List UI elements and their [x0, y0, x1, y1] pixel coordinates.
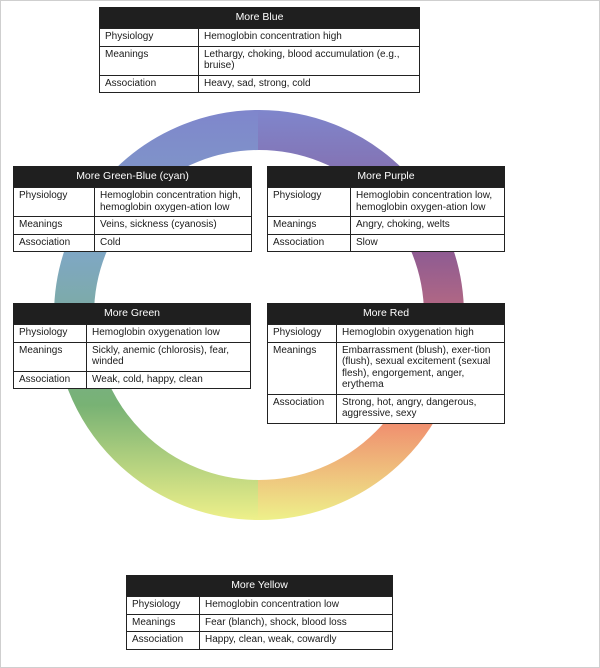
row-value: Strong, hot, angry, dangerous, aggressive, sexy: [337, 394, 505, 423]
table-row: [14, 325, 251, 343]
row-label: Association: [127, 632, 200, 650]
row-label: Physiology: [100, 29, 199, 47]
row-value: Slow: [351, 234, 505, 252]
row-label: Association: [14, 234, 95, 252]
row-value: Hemoglobin oxygenation low: [87, 325, 251, 343]
panel-more-blue: [99, 7, 420, 93]
panel-title: More Red: [267, 303, 505, 324]
row-label: Meanings: [14, 217, 95, 235]
table-row: [268, 342, 505, 394]
table-row: [268, 325, 505, 343]
panel-more-red: [267, 303, 505, 424]
panel-title: More Blue: [99, 7, 420, 28]
row-value: Angry, choking, welts: [351, 217, 505, 235]
row-label: Meanings: [127, 614, 200, 632]
table-row: [127, 632, 393, 650]
table-row: [14, 188, 252, 217]
row-label: Association: [100, 75, 199, 93]
row-label: Physiology: [268, 325, 337, 343]
row-label: Association: [268, 234, 351, 252]
row-value: Weak, cold, happy, clean: [87, 371, 251, 389]
attribute-table: [99, 28, 420, 93]
panel-title: More Green-Blue (cyan): [13, 166, 252, 187]
row-value: Cold: [95, 234, 252, 252]
attribute-table: [13, 187, 252, 252]
panel-more-green-blue: [13, 166, 252, 252]
table-row: [268, 234, 505, 252]
panel-title: More Green: [13, 303, 251, 324]
row-value: Heavy, sad, strong, cold: [199, 75, 420, 93]
row-value: Hemoglobin concentration high, hemoglobin oxygen-ation low: [95, 188, 252, 217]
table-row: [14, 371, 251, 389]
row-value: Fear (blanch), shock, blood loss: [200, 614, 393, 632]
attribute-table: [13, 324, 251, 389]
table-row: [127, 614, 393, 632]
attribute-table: [267, 324, 505, 424]
attribute-table: [126, 596, 393, 650]
table-row: [14, 234, 252, 252]
row-label: Physiology: [127, 597, 200, 615]
panel-more-yellow: [126, 575, 393, 650]
row-label: Association: [268, 394, 337, 423]
table-row: [14, 342, 251, 371]
row-value: Hemoglobin oxygenation high: [337, 325, 505, 343]
row-label: Physiology: [268, 188, 351, 217]
table-row: [268, 188, 505, 217]
panel-more-green: [13, 303, 251, 389]
table-row: [268, 217, 505, 235]
row-value: Embarrassment (blush), exer-tion (flush), sexual excitement (sexual flesh), engorgement, anger, erythema: [337, 342, 505, 394]
row-value: Hemoglobin concentration high: [199, 29, 420, 47]
row-value: Sickly, anemic (chlorosis), fear, winded: [87, 342, 251, 371]
table-row: [268, 394, 505, 423]
row-value: Hemoglobin concentration low, hemoglobin oxygen-ation low: [351, 188, 505, 217]
table-row: [100, 75, 420, 93]
row-label: Physiology: [14, 188, 95, 217]
row-label: Meanings: [268, 342, 337, 394]
row-label: Meanings: [14, 342, 87, 371]
row-label: Physiology: [14, 325, 87, 343]
row-value: Veins, sickness (cyanosis): [95, 217, 252, 235]
row-label: Association: [14, 371, 87, 389]
row-value: Happy, clean, weak, cowardly: [200, 632, 393, 650]
row-label: Meanings: [100, 46, 199, 75]
table-row: [127, 597, 393, 615]
row-value: Lethargy, choking, blood accumulation (e.g., bruise): [199, 46, 420, 75]
table-row: [100, 46, 420, 75]
panel-title: More Purple: [267, 166, 505, 187]
attribute-table: [267, 187, 505, 252]
row-value: Hemoglobin concentration low: [200, 597, 393, 615]
panel-title: More Yellow: [126, 575, 393, 596]
row-label: Meanings: [268, 217, 351, 235]
panel-more-purple: [267, 166, 505, 252]
table-row: [14, 217, 252, 235]
table-row: [100, 29, 420, 47]
